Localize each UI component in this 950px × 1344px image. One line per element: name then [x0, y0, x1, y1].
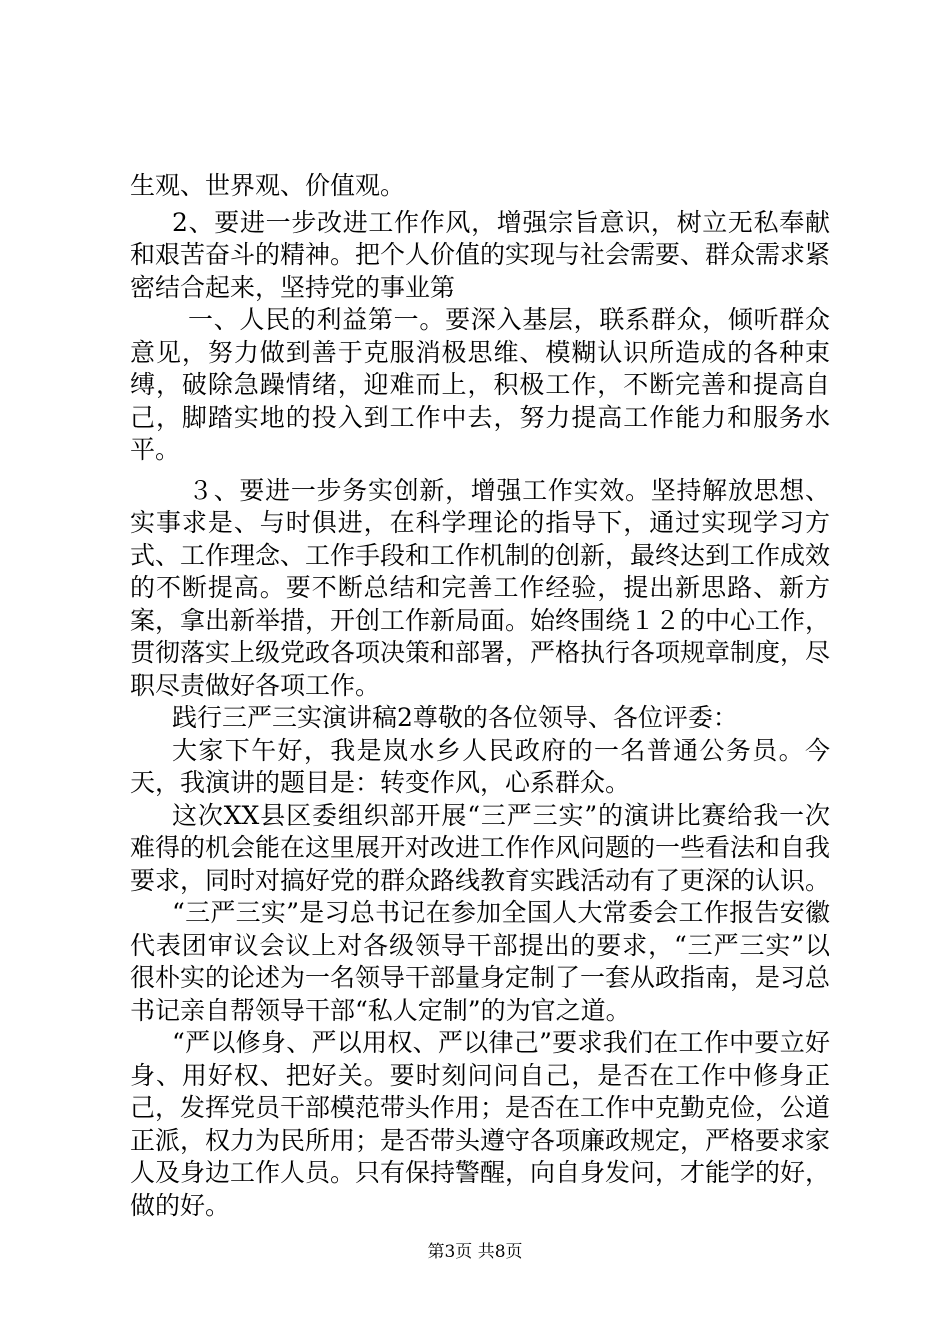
paragraph-people-first: 一、人民的利益第一。要深入基层，联系群众，倾听群众意见，努力做到善于克服消极思维、模糊认识所造成的各种束缚，破除急躁情绪，迎难而上，积极工作，不断完善和提高自己，脚踏实地的投入到工作中去，努力提高工作能力和服务水平。 — [130, 305, 830, 464]
paragraph-continuation: 生观、世界观、价值观。 — [130, 171, 406, 200]
document-body — [130, 170, 830, 1222]
paragraph-greeting: 大家下午好，我是岚水乡人民政府的一名普通公务员。今天，我演讲的题目是：转变作风，心系群众。 — [130, 735, 830, 797]
page-number-footer: 第3页 共8页 — [427, 1242, 523, 1262]
paragraph-speech-intro: 这次XX县区委组织部开展“三严三实”的演讲比赛给我一次难得的机会能在这里展开对改进工作作风问题的一些看法和自我要求，同时对搞好党的群众路线教育实践活动有了更深的认识。 — [130, 800, 831, 895]
paragraph-speech-heading: 践行三严三实演讲稿2尊敬的各位领导、各位评委： — [172, 703, 738, 732]
paragraph-point-3: ３、要进一步务实创新，增强工作实效。坚持解放思想、实事求是、与时俱进，在科学理论的指导下，通过实现学习方式、工作理念、工作手段和工作机制的创新，最终达到工作成效的不断提高。要不断总结和完善工作经验，提出新思路、新方案，拿出新举措，开创工作新局面。始终围绕１２的中心工作，贯彻落实上级党政各项决策和部署，严格执行各项规章制度，尽职尽责做好各项工作。 — [130, 475, 831, 700]
paragraph-three-stricts: “三严三实”是习总书记在参加全国人大常委会工作报告安徽代表团审议会议上对各级领导干部提出的要求，“三严三实”以很朴实的论述为一名领导干部量身定制了一套从政指南，是习总书记亲自帮领导干部“私人定制”的为官之道。 — [130, 898, 831, 1025]
paragraph-point-2: 2、要进一步改进工作作风，增强宗旨意识，树立无私奉献和艰苦奋斗的精神。把个人价值的实现与社会需要、群众需求紧密结合起来，坚持党的事业第 — [130, 207, 831, 302]
paragraph-self-discipline: “严以修身、严以用权、严以律己”要求我们在工作中要立好身、用好权、把好关。要时刻问问自己，是否在工作中修身正己，发挥党员干部模范带头作用；是否在工作中克勤克俭，公道正派，权力为民所用；是否带头遵守各项廉政规定，严格要求家人及身边工作人员。只有保持警醒，向自身发问，才能学的好，做的好。 — [130, 1028, 831, 1220]
